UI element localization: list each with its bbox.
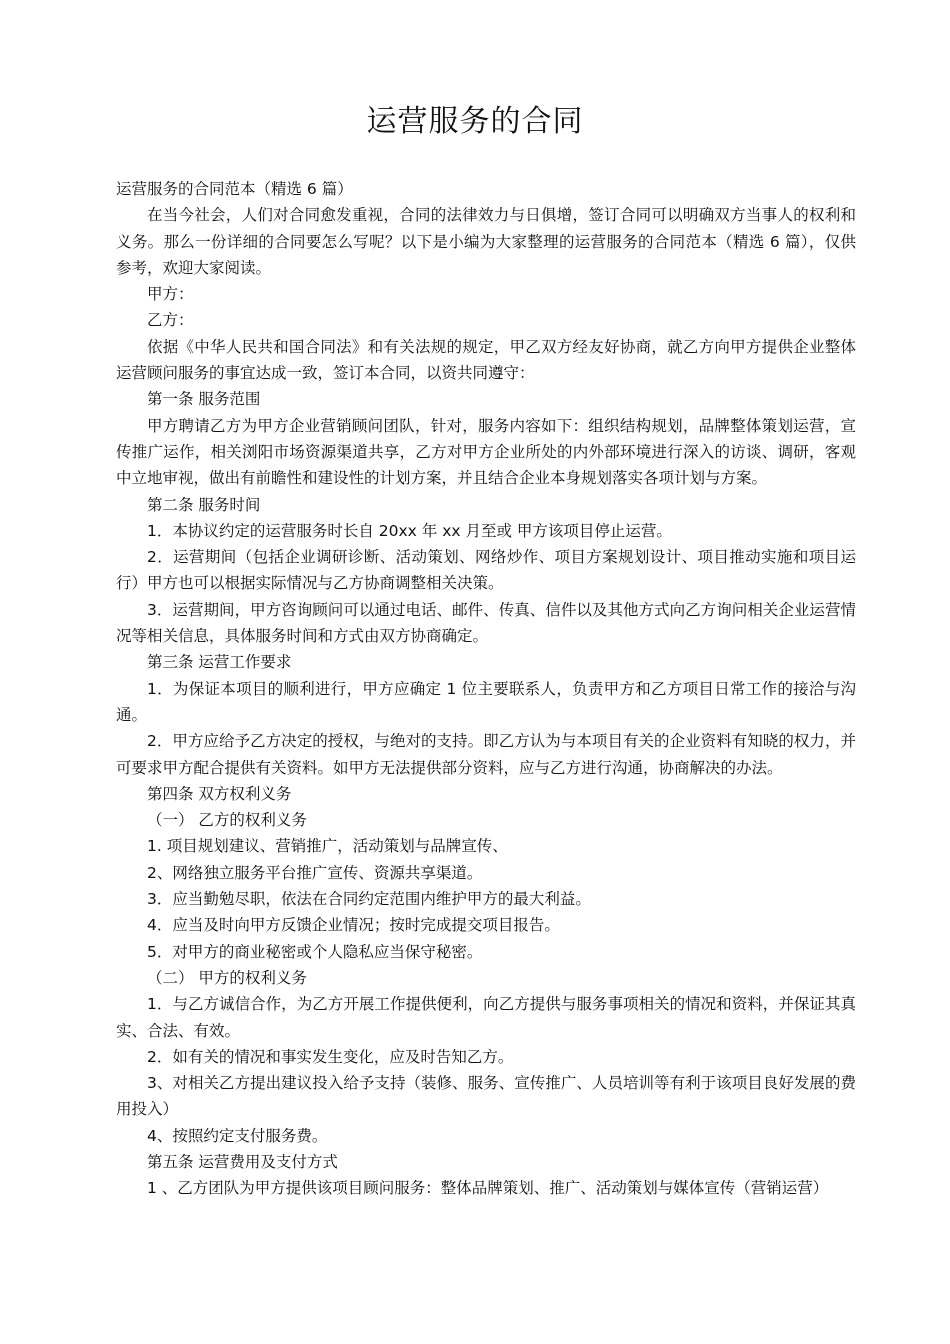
party-a-label: 甲方： [147,285,194,304]
article-2-heading: 第二条 服务时间 [147,495,261,514]
party-a-rights-item-2: 2．如有关的情况和事实发生变化，应及时告知乙方。 [147,1047,514,1066]
party-a-rights-item-4: 4、按照约定支付服务费。 [147,1126,328,1145]
document-body [116,176,856,1202]
party-a-rights-item-3: 3、对相关乙方提出建议投入给予支持（装修、服务、宣传推广、人员培训等有利于该项目良好发展的费用投入） [116,1074,856,1119]
party-b-rights-heading: （一） 乙方的权利义务 [147,811,307,830]
intro-paragraph: 在当今社会，人们对合同愈发重视，合同的法律效力与日俱增，签订合同可以明确双方当事人的权利和义务。那么一份详细的合同要怎么写呢？以下是小编为大家整理的运营服务的合同范本（精选 6 篇），仅供参考，欢迎大家阅读。 [116,206,856,277]
article-4-heading: 第四条 双方权利义务 [147,784,292,803]
article-2-item-1: 1．本协议约定的运营服务时长自 20xx 年 xx 月至或 甲方该项目停止运营。 [147,521,672,540]
party-b-rights-item-3: 3．应当勤勉尽职，依法在合同约定范围内维护甲方的最大利益。 [147,890,591,909]
preamble-paragraph: 依据《中华人民共和国合同法》和有关法规的规定，甲乙双方经友好协商，就乙方向甲方提供企业整体运营顾问服务的事宜达成一致，签订本合同，以资共同遵守： [116,337,856,383]
article-3-heading: 第三条 运营工作要求 [147,653,292,672]
party-b-rights-item-4: 4．应当及时向甲方反馈企业情况；按时完成提交项目报告。 [147,916,560,935]
article-1-heading: 第一条 服务范围 [147,390,261,409]
party-a-rights-heading: （二） 甲方的权利义务 [147,968,307,987]
party-b-label: 乙方： [147,311,194,330]
party-a-rights-item-1: 1．与乙方诚信合作，为乙方开展工作提供便利，向乙方提供与服务事项相关的情况和资料，并保证其真实、合法、有效。 [116,995,856,1040]
party-b-rights-item-1: 1. 项目规划建议、营销推广，活动策划与品牌宣传、 [147,837,508,856]
document-subtitle: 运营服务的合同范本（精选 6 篇） [116,180,353,198]
article-2-item-2: 2．运营期间（包括企业调研诊断、活动策划、网络炒作、项目方案规划设计、项目推动实施和项目运行）甲方也可以根据实际情况与乙方协商调整相关决策。 [116,548,856,593]
article-2-item-3: 3．运营期间，甲方咨询顾问可以通过电话、邮件、传真、信件以及其他方式向乙方询问相关企业运营情况等相关信息，具体服务时间和方式由双方协商确定。 [116,600,856,646]
article-5-heading: 第五条 运营费用及支付方式 [147,1152,338,1171]
article-5-item-1: 1 、乙方团队为甲方提供该项目顾问服务：整体品牌策划、推广、活动策划与媒体宣传（营销运营） [147,1179,829,1198]
party-b-rights-item-2: 2、网络独立服务平台推广宣传、资源共享渠道。 [147,863,483,882]
article-3-item-2: 2．甲方应给予乙方决定的授权，与绝对的支持。即乙方认为与本项目有关的企业资料有知晓的权力，并可要求甲方配合提供有关资料。如甲方无法提供部分资料，应与乙方进行沟通，协商解决的办法。 [116,732,856,777]
document-title: 运营服务的合同 [366,104,584,139]
party-b-rights-item-5: 5．对甲方的商业秘密或个人隐私应当保守秘密。 [147,942,483,961]
article-1-content: 甲方聘请乙方为甲方企业营销顾问团队，针对，服务内容如下：组织结构规划，品牌整体策划运营，宣传推广运作，相关浏阳市场资源渠道共享，乙方对甲方企业所处的内外部环境进行深入的访谈、调研，客观中立地审视，做出有前瞻性和建设性的计划方案，并且结合企业本身规划落实各项计划与方案。 [116,416,856,488]
article-3-item-1: 1．为保证本项目的顺利进行，甲方应确定 1 位主要联系人，负责甲方和乙方项目日常工作的接洽与沟通。 [116,679,856,724]
